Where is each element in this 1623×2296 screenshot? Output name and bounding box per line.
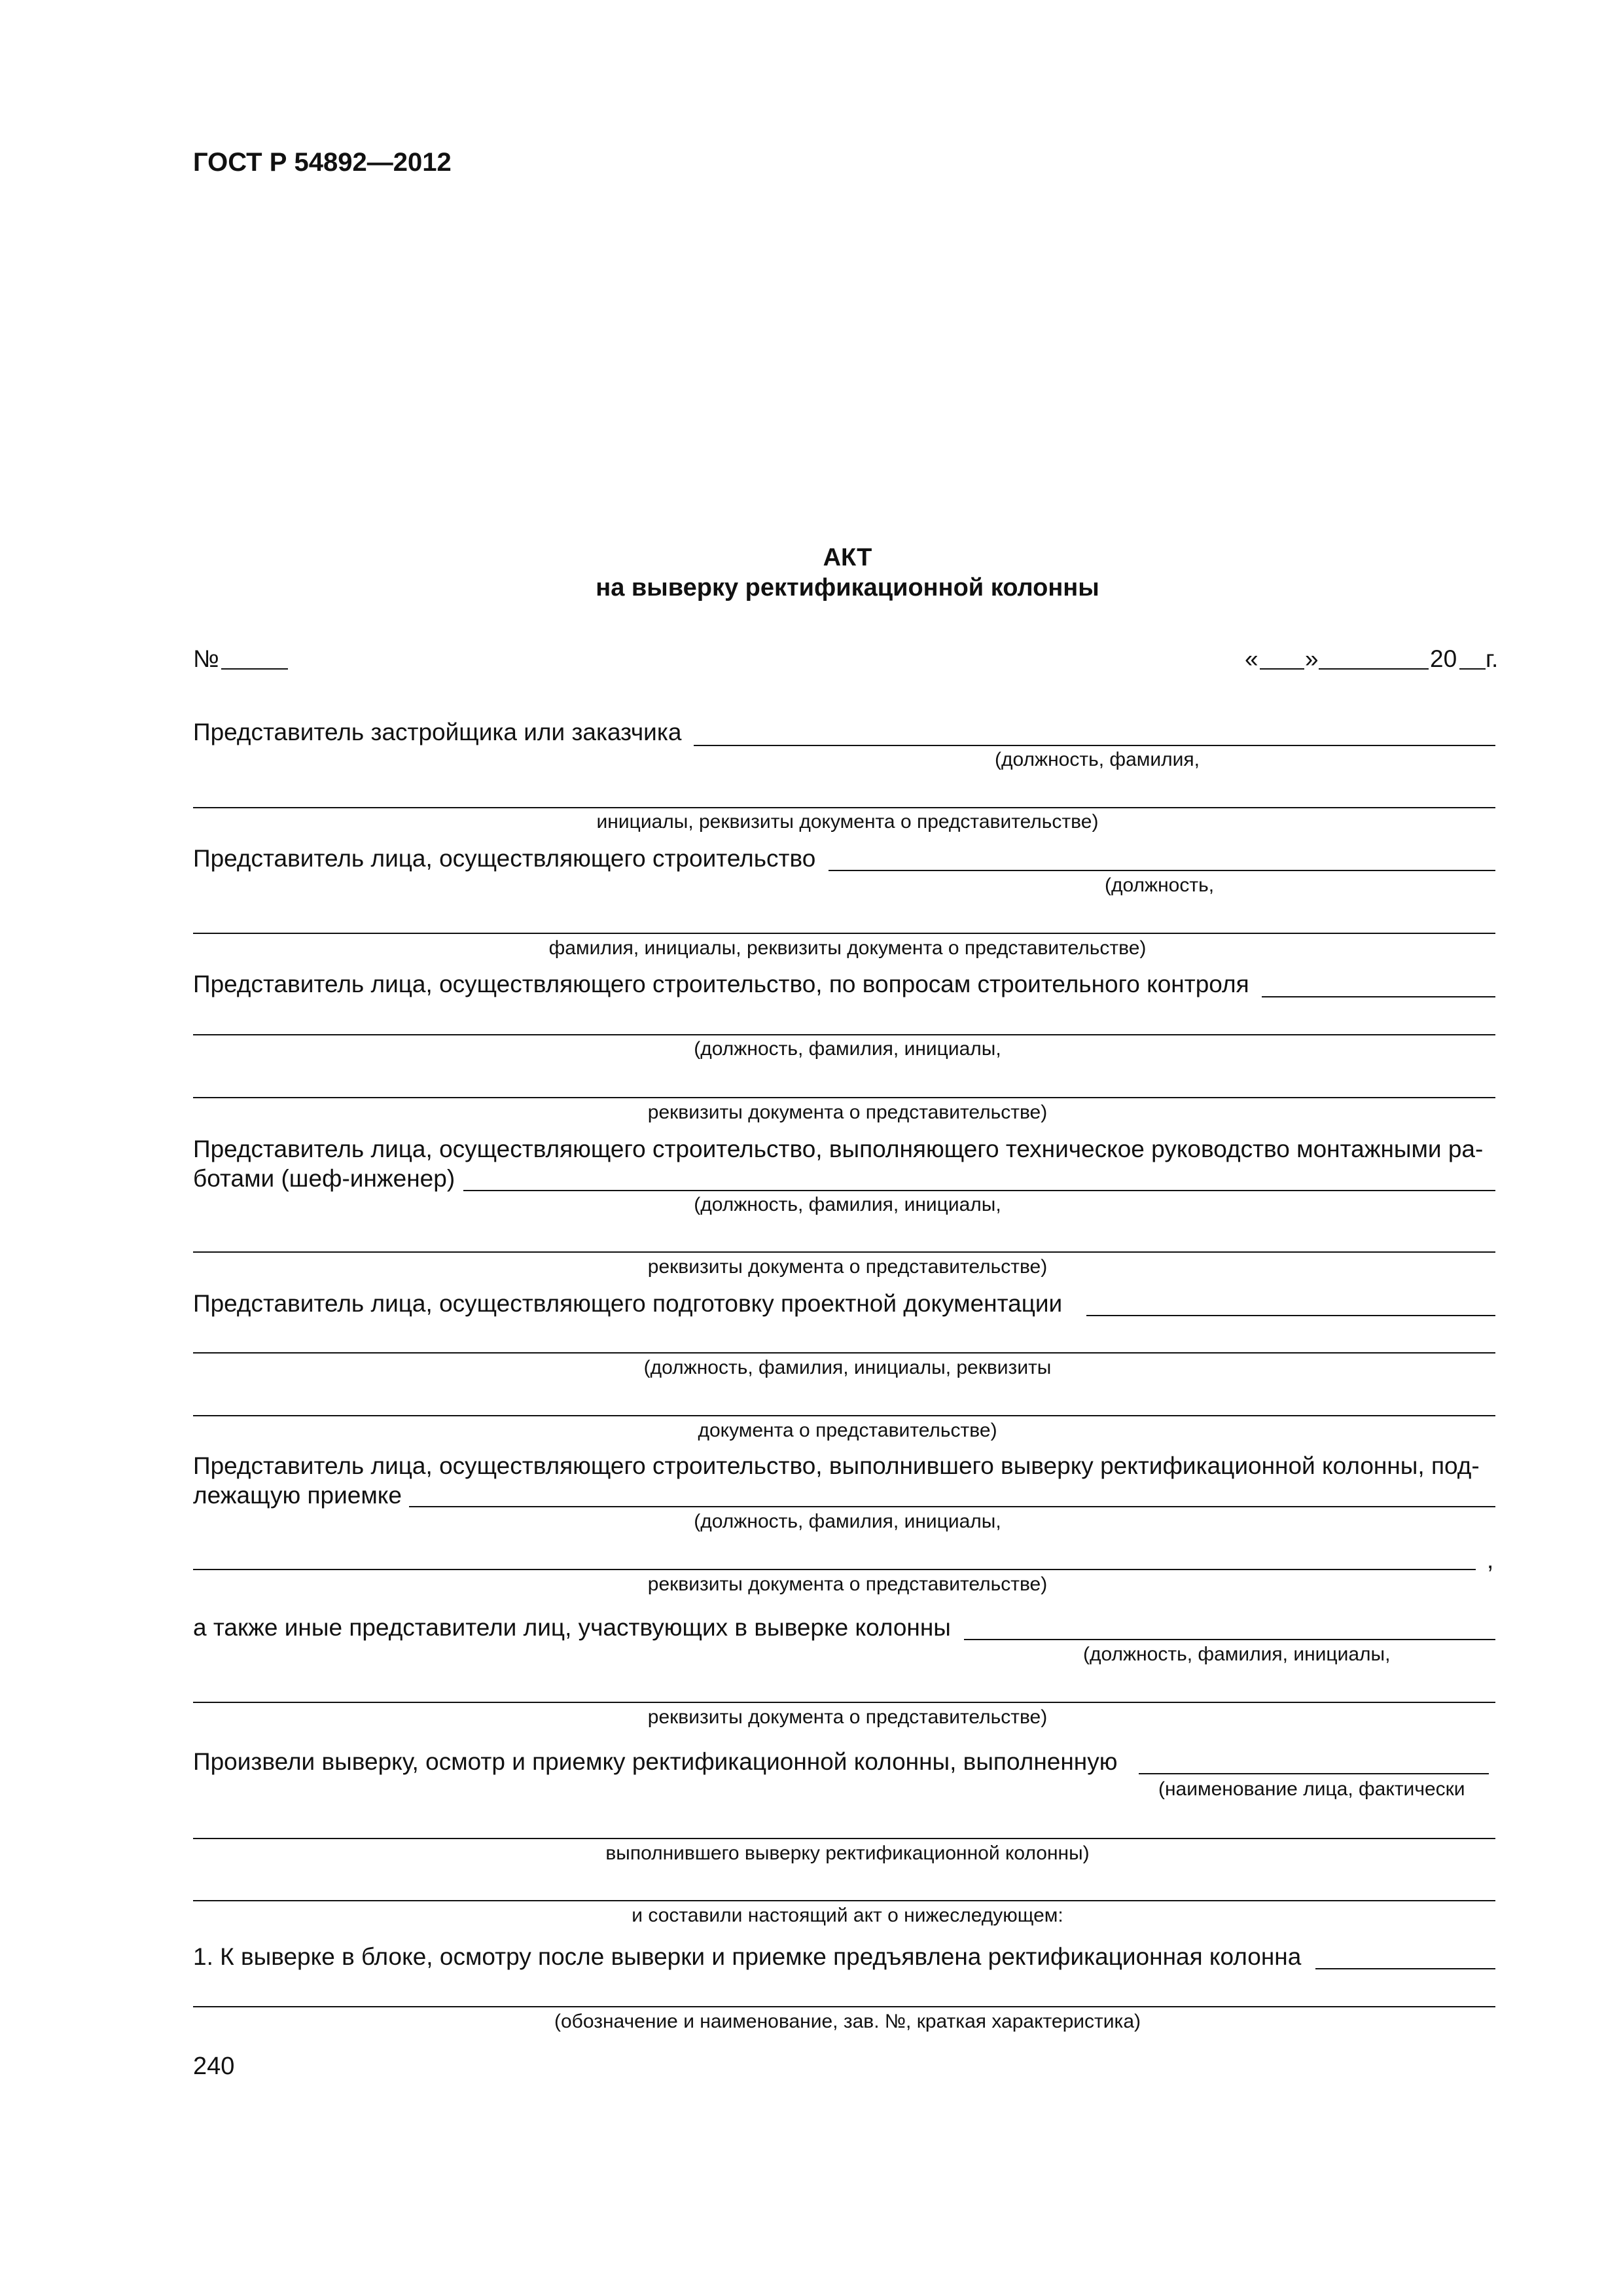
customer-rep-hint-2: инициалы, реквизиты документа о представительстве) (596, 811, 1099, 833)
alignment-performer-line-1[interactable] (409, 1506, 1495, 1507)
other-reps-line-2[interactable] (193, 1702, 1495, 1703)
number-field[interactable] (221, 668, 288, 670)
column-presented-hint-1: (обозначение и наименование, зав. №, краткая характеристика) (554, 2011, 1141, 2032)
alignment-performer-hint-1: (должность, фамилия, инициалы, (694, 1511, 1001, 1532)
inspection-performed-label: Произвели выверку, осмотр и приемку ректификационной колонны, выполненную (193, 1748, 1118, 1775)
construction-control-rep-line-1[interactable] (1262, 996, 1495, 997)
other-reps-hint-2: реквизиты документа о представительстве) (647, 1706, 1048, 1728)
quote-open: « (1245, 645, 1258, 672)
customer-rep-label: Представитель застройщика или заказчика (193, 719, 682, 745)
year-field[interactable] (1459, 668, 1486, 670)
column-presented-label: 1. К выверке в блоке, осмотру после выверки и приемке предъявлена ректификационная колонна (193, 1943, 1302, 1970)
customer-rep-line-2[interactable] (193, 807, 1495, 808)
inspection-performer-line-2[interactable] (193, 1838, 1495, 1839)
standard-header: ГОСТ Р 54892—2012 (193, 148, 452, 177)
construction-control-rep-line-3[interactable] (193, 1097, 1495, 1098)
alignment-performer-label-line-2: лежащую приемке (193, 1482, 402, 1509)
design-rep-hint-1: (должность, фамилия, инициалы, реквизиты (643, 1357, 1052, 1378)
customer-rep-hint-1: (должность, фамилия, (995, 749, 1200, 770)
column-presented-line-2[interactable] (193, 2006, 1495, 2007)
chief-engineer-rep-label-line-2: ботами (шеф-инженер) (193, 1165, 455, 1192)
month-field[interactable] (1319, 668, 1429, 670)
builder-rep-hint-2: фамилия, инициалы, реквизиты документа о представительстве) (548, 937, 1147, 959)
chief-engineer-rep-line-1[interactable] (463, 1190, 1495, 1191)
construction-control-rep-line-2[interactable] (193, 1034, 1495, 1035)
inspection-performer-line-1[interactable] (1139, 1773, 1489, 1774)
alignment-performer-hint-2: реквизиты документа о представительстве) (647, 1573, 1048, 1595)
chief-engineer-rep-hint-2: реквизиты документа о представительстве) (647, 1256, 1048, 1278)
chief-engineer-rep-label-line-1: Представитель лица, осуществляющего строительство, выполняющего техническое руководство монтажными ра- (193, 1136, 1484, 1162)
quote-close: » (1305, 645, 1319, 672)
act-subtitle: на выверку ректификационной колонны (596, 574, 1099, 601)
act-compiled-statement: и составили настоящий акт о нижеследующем: (632, 1905, 1063, 1926)
number-label: № (193, 645, 219, 672)
builder-rep-label: Представитель лица, осуществляющего строительство (193, 845, 816, 872)
day-field[interactable] (1260, 668, 1304, 670)
builder-rep-hint-1: (должность, (1105, 874, 1215, 896)
builder-rep-line-1[interactable] (829, 870, 1495, 871)
alignment-performer-label-line-1: Представитель лица, осуществляющего строительство, выполнившего выверку ректификационной колонны, под- (193, 1452, 1480, 1479)
customer-rep-line-1[interactable] (694, 745, 1495, 746)
alignment-performer-comma: , (1487, 1547, 1494, 1573)
page-number: 240 (193, 2053, 235, 2080)
year-suffix: г. (1486, 645, 1499, 672)
inspection-performer-line-3[interactable] (193, 1900, 1495, 1901)
year-prefix: 20 (1430, 645, 1457, 672)
inspection-performer-hint-2: выполнившего выверку ректификационной колонны) (605, 1842, 1090, 1864)
chief-engineer-rep-hint-1: (должность, фамилия, инициалы, (694, 1194, 1001, 1215)
other-reps-line-1[interactable] (964, 1639, 1495, 1640)
design-rep-line-2[interactable] (193, 1352, 1495, 1354)
design-rep-line-1[interactable] (1086, 1315, 1495, 1316)
design-rep-label: Представитель лица, осуществляющего подготовку проектной документации (193, 1290, 1063, 1317)
construction-control-rep-label: Представитель лица, осуществляющего строительство, по вопросам строительного контроля (193, 971, 1249, 997)
other-reps-hint-1: (должность, фамилия, инициалы, (1083, 1643, 1391, 1665)
act-title: АКТ (823, 544, 872, 571)
alignment-performer-line-2[interactable] (193, 1569, 1476, 1570)
design-rep-line-3[interactable] (193, 1415, 1495, 1416)
builder-rep-line-2[interactable] (193, 933, 1495, 934)
design-rep-hint-2: документа о представительстве) (698, 1420, 997, 1441)
column-presented-line-1[interactable] (1315, 1968, 1495, 1969)
chief-engineer-rep-line-2[interactable] (193, 1251, 1495, 1253)
inspection-performer-hint-1: (наименование лица, фактически (1158, 1778, 1465, 1800)
construction-control-rep-hint-1: (должность, фамилия, инициалы, (694, 1038, 1001, 1060)
construction-control-rep-hint-2: реквизиты документа о представительстве) (647, 1102, 1048, 1123)
other-reps-label: а также иные представители лиц, участвующих в выверке колонны (193, 1614, 951, 1641)
